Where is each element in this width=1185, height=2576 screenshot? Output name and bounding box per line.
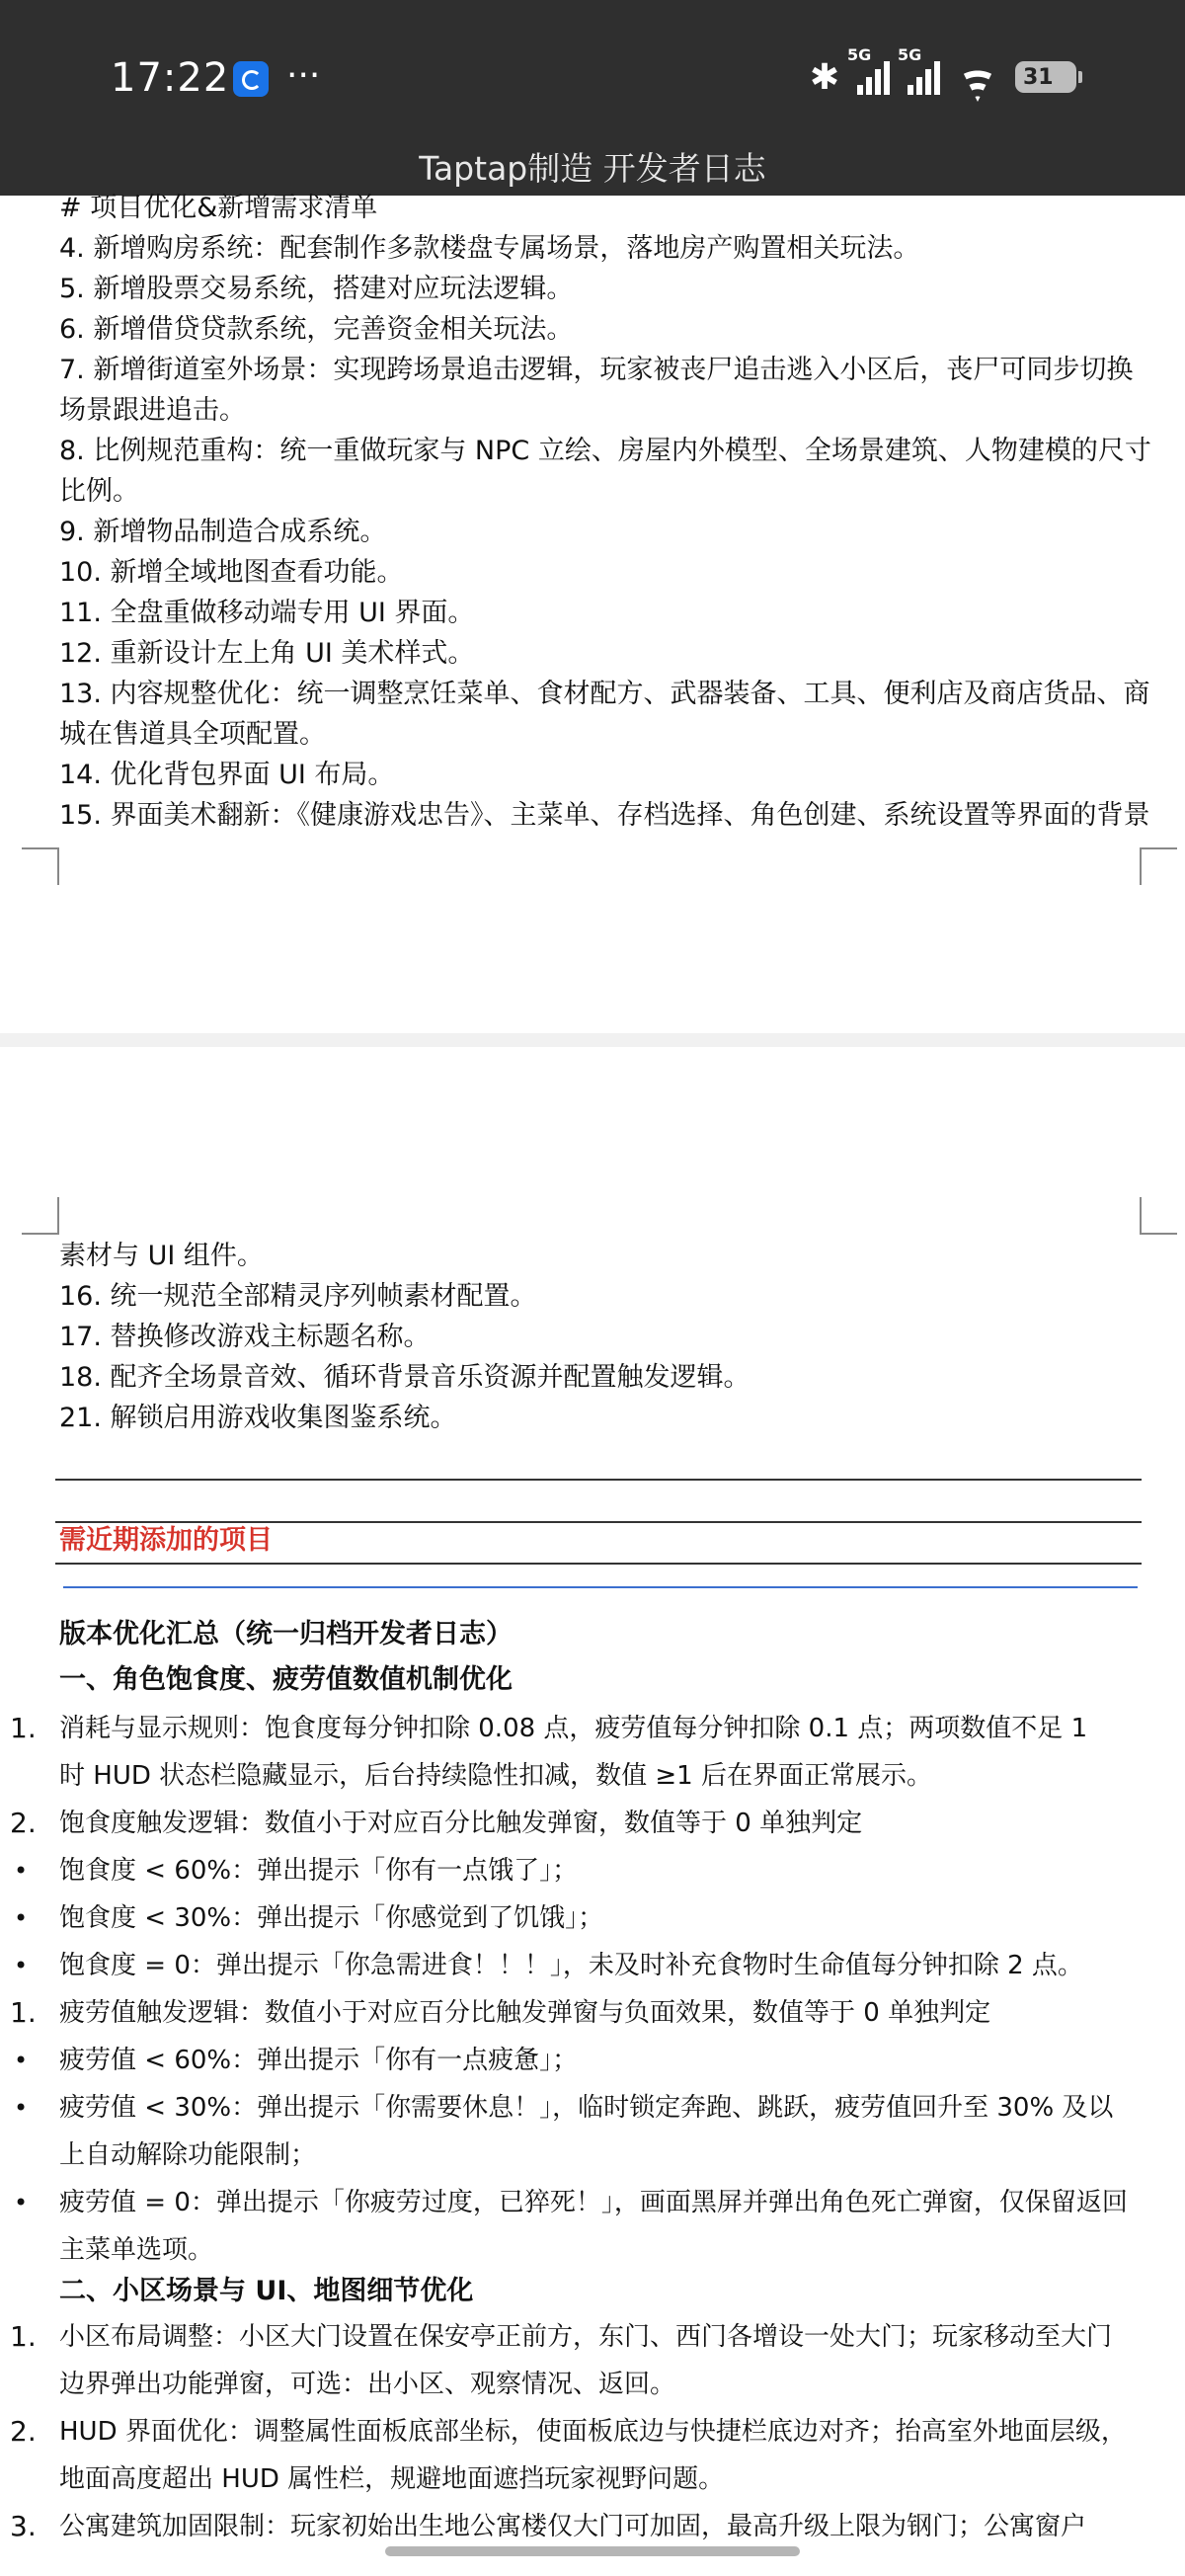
signal-icon-2 bbox=[898, 45, 940, 95]
list-item-text: 地面高度超出 HUD 属性栏，规避地面遮挡玩家视野问题。 bbox=[59, 2464, 725, 2494]
bluetooth-icon: ✱ bbox=[809, 56, 839, 98]
divider-blue bbox=[63, 1586, 1138, 1588]
wifi-icon bbox=[958, 62, 997, 92]
doc-line: 比例。 bbox=[59, 476, 139, 507]
doc-line: 13. 内容规整优化：统一调整烹饪菜单、食材配方、武器装备、工具、便利店及商店货品、商 bbox=[59, 679, 1150, 709]
doc-line: 城在售道具全项配置。 bbox=[59, 719, 326, 750]
doc-line: 12. 重新设计左上角 UI 美术样式。 bbox=[59, 638, 475, 669]
battery-level: 31 bbox=[1023, 64, 1054, 90]
app-notification-icon bbox=[233, 61, 269, 97]
list-item-text: HUD 界面优化：调整属性面板底部坐标，使面板底边与快捷栏底边对齐；抬高室外地面层级， bbox=[59, 2417, 1127, 2447]
list-item-text: 疲劳值 = 0：弹出提示「你疲劳过度，已猝死！」，画面黑屏并弹出角色死亡弹窗，仅保留返回 bbox=[59, 2188, 1128, 2217]
doc-line: 11. 全盘重做移动端专用 UI 界面。 bbox=[59, 598, 475, 628]
list-item-text: 边界弹出功能弹窗，可选：出小区、观察情况、返回。 bbox=[59, 2370, 676, 2399]
list-marker: 2. bbox=[10, 2415, 37, 2448]
list-marker: • bbox=[14, 1904, 29, 1932]
status-time: 17:22 bbox=[111, 55, 230, 101]
list-item-text: 上自动解除功能限制； bbox=[59, 2140, 317, 2170]
list-item-text: 主菜单选项。 bbox=[59, 2235, 214, 2265]
doc-line: 6. 新增借贷贷款系统，完善资金相关玩法。 bbox=[59, 314, 574, 345]
list-marker: • bbox=[14, 2189, 29, 2216]
list-item-text: 疲劳值 < 60%：弹出提示「你有一点疲惫」； bbox=[59, 2046, 579, 2075]
doc-line: 场景跟进追击。 bbox=[59, 395, 246, 426]
doc-line: 9. 新增物品制造合成系统。 bbox=[59, 517, 387, 547]
list-marker: 3. bbox=[10, 2510, 37, 2542]
doc-line: 7. 新增街道室外场景：实现跨场景追击逻辑，玩家被丧尸追击逃入小区后，丧尸可同步切换 bbox=[59, 355, 1134, 385]
list-marker: • bbox=[14, 2094, 29, 2122]
list-item-text: 疲劳值 < 30%：弹出提示「你需要休息！」，临时锁定奔跑、跳跃，疲劳值回升至 30% 及以 bbox=[59, 2093, 1114, 2123]
battery-icon bbox=[1015, 61, 1076, 93]
home-indicator[interactable] bbox=[385, 2546, 800, 2556]
list-item-text: 饱食度 = 0：弹出提示「你急需进食！！！」，未及时补充食物时生命值每分钟扣除 2 点。 bbox=[59, 1951, 1083, 1980]
divider bbox=[55, 1563, 1142, 1565]
list-marker: 1. bbox=[10, 2320, 37, 2353]
status-bar bbox=[0, 0, 1185, 146]
more-notifications-icon: ··· bbox=[286, 55, 321, 96]
doc-line: 5. 新增股票交易系统，搭建对应玩法逻辑。 bbox=[59, 274, 574, 304]
list-marker: 1. bbox=[10, 1712, 37, 1744]
summary-title: 版本优化汇总（统一归档开发者日志） bbox=[59, 1619, 513, 1650]
doc-line: 17. 替换修改游戏主标题名称。 bbox=[59, 1322, 431, 1352]
doc-line: 10. 新增全域地图查看功能。 bbox=[59, 557, 404, 588]
page-corner-mark bbox=[22, 847, 59, 885]
list-marker: 1. bbox=[10, 1996, 37, 2029]
doc-line: 素材与 UI 组件。 bbox=[59, 1241, 264, 1271]
page-corner-mark bbox=[22, 1197, 59, 1235]
network-type-1: 5G bbox=[847, 45, 872, 64]
doc-line: 4. 新增购房系统：配套制作多款楼盘专属场景，落地房产购置相关玩法。 bbox=[59, 233, 920, 264]
doc-line: 21. 解锁启用游戏收集图鉴系统。 bbox=[59, 1403, 457, 1433]
divider bbox=[55, 1479, 1142, 1481]
page-corner-mark bbox=[1140, 847, 1177, 885]
section-title: 二、小区场景与 UI、地图细节优化 bbox=[59, 2276, 474, 2306]
list-item-text: 小区布局调整：小区大门设置在保安亭正前方，东门、西门各增设一处大门；玩家移动至大门 bbox=[59, 2322, 1113, 2352]
doc-line: 15. 界面美术翻新：《健康游戏忠告》、主菜单、存档选择、角色创建、系统设置等界面的背景 bbox=[59, 800, 1150, 831]
list-marker: • bbox=[14, 1857, 29, 1885]
doc-line: 16. 统一规范全部精灵序列帧素材配置。 bbox=[59, 1281, 537, 1312]
list-marker: • bbox=[14, 2047, 29, 2074]
page-break bbox=[0, 1033, 1185, 1047]
system-icons bbox=[809, 45, 1076, 99]
section-heading-red: 需近期添加的项目 bbox=[59, 1525, 273, 1556]
list-item-text: 饱食度触发逻辑：数值小于对应百分比触发弹窗，数值等于 0 单独判定 bbox=[59, 1809, 863, 1838]
list-marker: 2. bbox=[10, 1807, 37, 1839]
list-item-text: 公寓建筑加固限制：玩家初始出生地公寓楼仅大门可加固，最高升级上限为钢门；公寓窗户 bbox=[59, 2512, 1087, 2541]
list-item-text: 时 HUD 状态栏隐藏显示，后台持续隐性扣减，数值 ≥1 后在界面正常展示。 bbox=[59, 1761, 932, 1791]
doc-line: 8. 比例规范重构：统一重做玩家与 NPC 立绘、房屋内外模型、全场景建筑、人物建模的尺寸 bbox=[59, 436, 1151, 466]
document-title: Taptap制造 开发者日志 bbox=[0, 146, 1185, 196]
list-item-text: 饱食度 < 60%：弹出提示「你有一点饿了」； bbox=[59, 1856, 579, 1886]
page-corner-mark bbox=[1140, 1197, 1177, 1235]
list-marker: • bbox=[14, 1952, 29, 1979]
list-item-text: 疲劳值触发逻辑：数值小于对应百分比触发弹窗与负面效果，数值等于 0 单独判定 bbox=[59, 1998, 991, 2028]
list-item-text: 消耗与显示规则：饱食度每分钟扣除 0.08 点，疲劳值每分钟扣除 0.1 点；两项数值不足 1 bbox=[59, 1714, 1088, 1743]
doc-line: # 项目优化&新增需求清单 bbox=[59, 193, 378, 223]
section-title: 一、角色饱食度、疲劳值数值机制优化 bbox=[59, 1664, 513, 1695]
doc-line: 14. 优化背包界面 UI 布局。 bbox=[59, 760, 395, 790]
network-type-2: 5G bbox=[898, 45, 922, 64]
signal-icon-1 bbox=[847, 45, 890, 95]
doc-line: 18. 配齐全场景音效、循环背景音乐资源并配置触发逻辑。 bbox=[59, 1362, 750, 1393]
list-item-text: 饱食度 < 30%：弹出提示「你感觉到了饥饿」； bbox=[59, 1903, 604, 1933]
